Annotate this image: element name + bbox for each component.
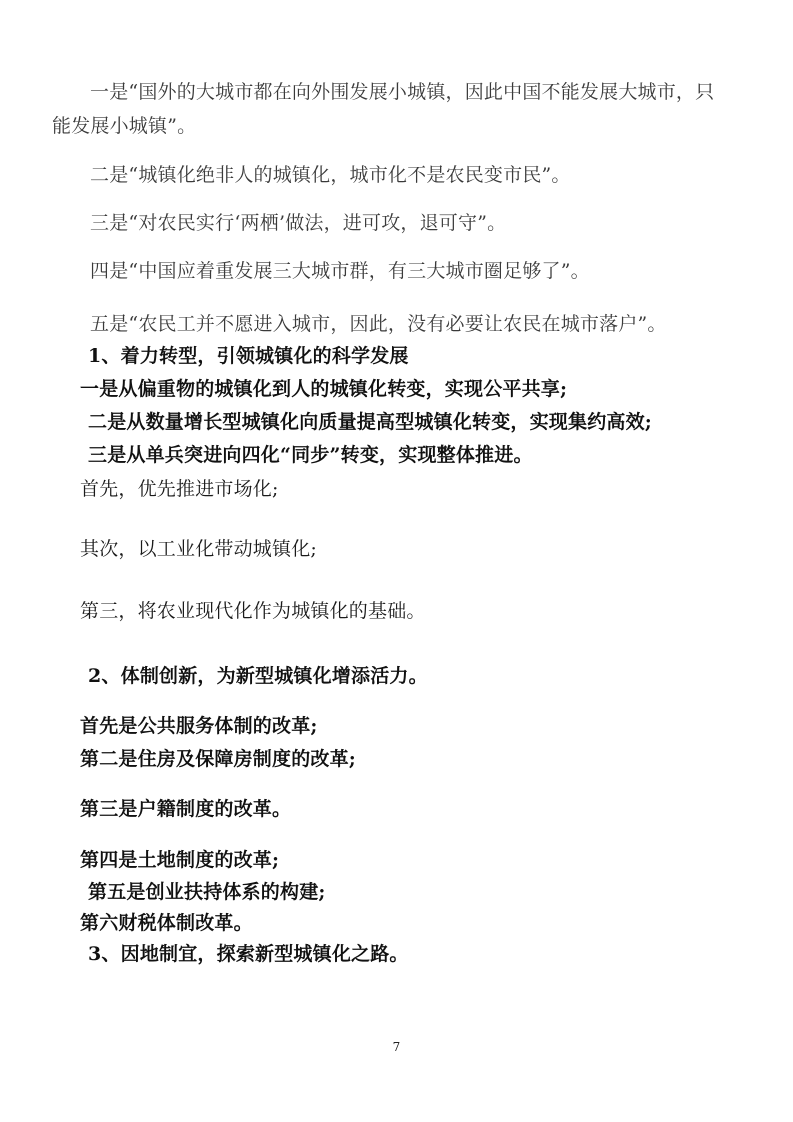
section-2-item-4: 第四是土地制度的改革; (80, 849, 280, 871)
section-2-item-6: 第六财税体制改革。 (80, 912, 253, 934)
section-2-item-2: 第二是住房及保障房制度的改革; (80, 748, 357, 770)
section-1-step-2: 其次，以工业化带动城镇化; (80, 538, 318, 560)
view-1-line-2: 能发展小城镇”。 (52, 115, 197, 137)
section-2-heading: 2、体制创新，为新型城镇化增添活力。 (88, 665, 428, 687)
section-2-item-3: 第三是户籍制度的改革。 (80, 798, 292, 820)
section-1-point-2: 二是从数量增长型城镇化向质量提高型城镇化转变，实现集约高效; (88, 411, 653, 433)
section-1-point-1: 一是从偏重物的城镇化到人的城镇化转变，实现公平共享; (80, 378, 568, 400)
view-1-line-1: 一是“国外的大城市都在向外围发展小城镇，因此中国不能发展大城市，只 (90, 81, 715, 103)
section-2-item-1: 首先是公共服务体制的改革; (80, 715, 318, 737)
section-1-step-3: 第三，将农业现代化作为城镇化的基础。 (80, 600, 426, 622)
section-1-heading: 1、着力转型，引领城镇化的科学发展 (88, 345, 409, 367)
section-3-heading: 3、因地制宜，探索新型城镇化之路。 (88, 943, 409, 965)
page-number: 7 (392, 1040, 401, 1054)
view-3: 三是“对农民实行‘两栖’做法，进可攻，退可守”。 (90, 212, 507, 234)
view-4: 四是“中国应着重发展三大城市群，有三大城市圈足够了”。 (90, 260, 590, 282)
section-1-step-1: 首先，优先推进市场化; (80, 478, 279, 500)
view-2: 二是“城镇化绝非人的城镇化，城市化不是农民变市民”。 (90, 164, 571, 186)
view-5: 五是“农民工并不愿进入城市，因此，没有必要让农民在城市落户”。 (90, 313, 667, 335)
section-1-point-3: 三是从单兵突进向四化“同步”转变，实现整体推进。 (88, 444, 533, 466)
section-2-item-5: 第五是创业扶持体系的构建; (88, 881, 326, 903)
